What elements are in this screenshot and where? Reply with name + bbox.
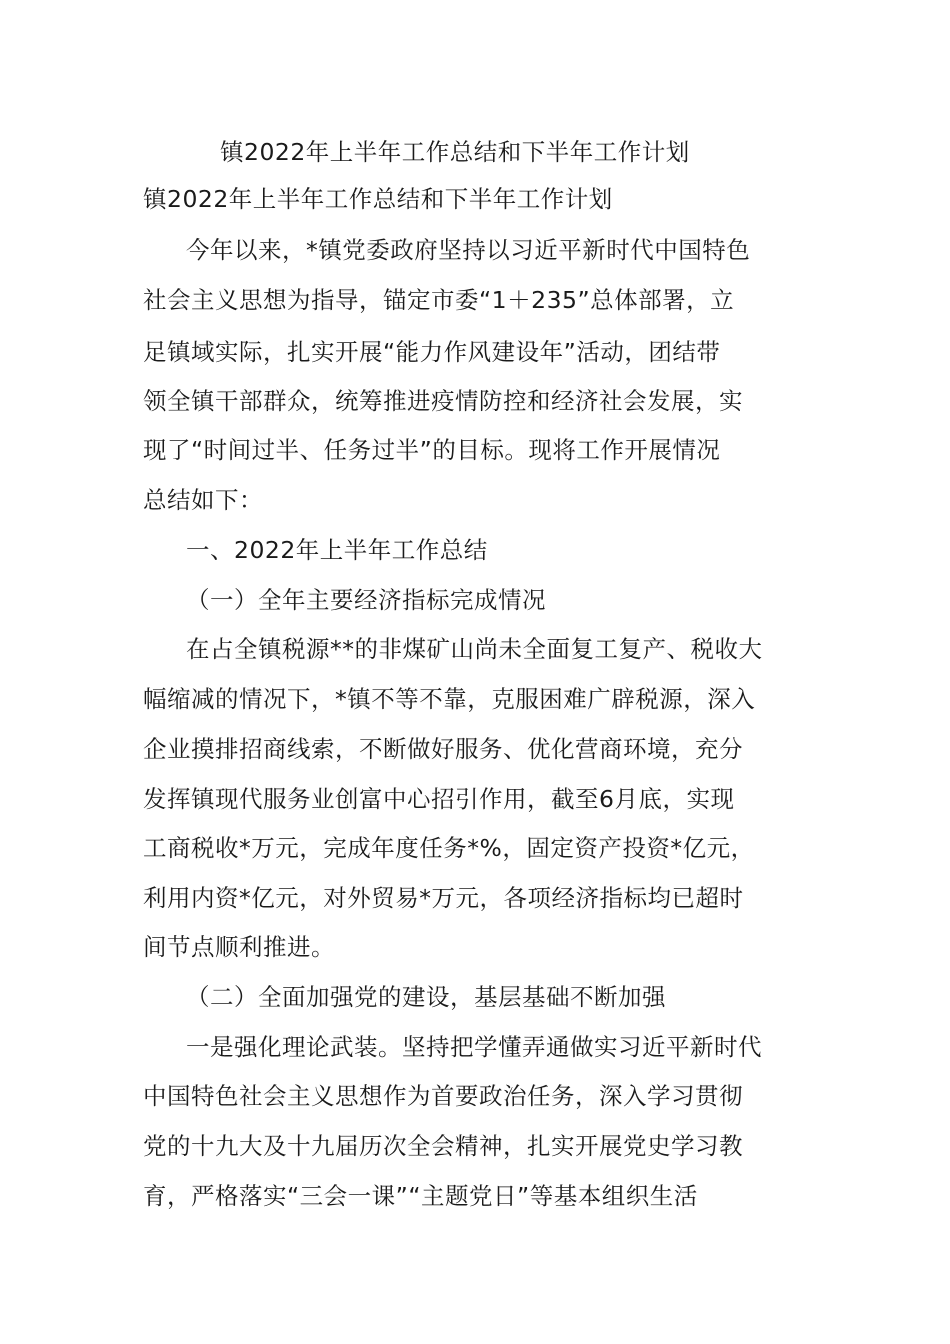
paragraph-line: 育，严格落实“三会一课”“主题党日”等基本组织生活 [143, 1182, 698, 1210]
paragraph-line: 一是强化理论武装。坚持把学懂弄通做实习近平新时代 [186, 1033, 762, 1061]
paragraph-line: 间节点顺利推进。 [143, 933, 335, 961]
document-title: 镇2022年上半年工作总结和下半年工作计划 [220, 138, 690, 166]
document-subtitle: 镇2022年上半年工作总结和下半年工作计划 [143, 185, 613, 213]
subsection-heading: （一）全年主要经济指标完成情况 [186, 586, 546, 614]
paragraph-line: 中国特色社会主义思想作为首要政治任务，深入学习贯彻 [143, 1082, 743, 1110]
paragraph-line: 发挥镇现代服务业创富中心招引作用，截至6月底，实现 [143, 785, 735, 813]
paragraph-line: 现了“时间过半、任务过半”的目标。现将工作开展情况 [143, 436, 721, 464]
paragraph-line: 幅缩减的情况下，*镇不等不靠，克服困难广辟税源，深入 [143, 685, 756, 713]
subsection-heading: （二）全面加强党的建设，基层基础不断加强 [186, 983, 666, 1011]
paragraph-line: 足镇域实际，扎实开展“能力作风建设年”活动，团结带 [143, 338, 721, 366]
paragraph-line: 利用内资*亿元，对外贸易*万元，各项经济指标均已超时 [143, 884, 744, 912]
paragraph-line: 企业摸排招商线索，不断做好服务、优化营商环境，充分 [143, 735, 743, 763]
section-heading: 一、2022年上半年工作总结 [186, 536, 488, 564]
paragraph-line: 总结如下： [143, 486, 263, 514]
paragraph-line: 工商税收*万元，完成年度任务*%，固定资产投资*亿元， [143, 834, 755, 862]
paragraph-line: 在占全镇税源**的非煤矿山尚未全面复工复产、税收大 [186, 635, 763, 663]
paragraph-line: 党的十九大及十九届历次全会精神，扎实开展党史学习教 [143, 1132, 743, 1160]
paragraph-line: 今年以来，*镇党委政府坚持以习近平新时代中国特色 [186, 236, 751, 264]
paragraph-line: 领全镇干部群众，统筹推进疫情防控和经济社会发展，实 [143, 387, 743, 415]
paragraph-line: 社会主义思想为指导，锚定市委“1＋235”总体部署，立 [143, 286, 735, 314]
